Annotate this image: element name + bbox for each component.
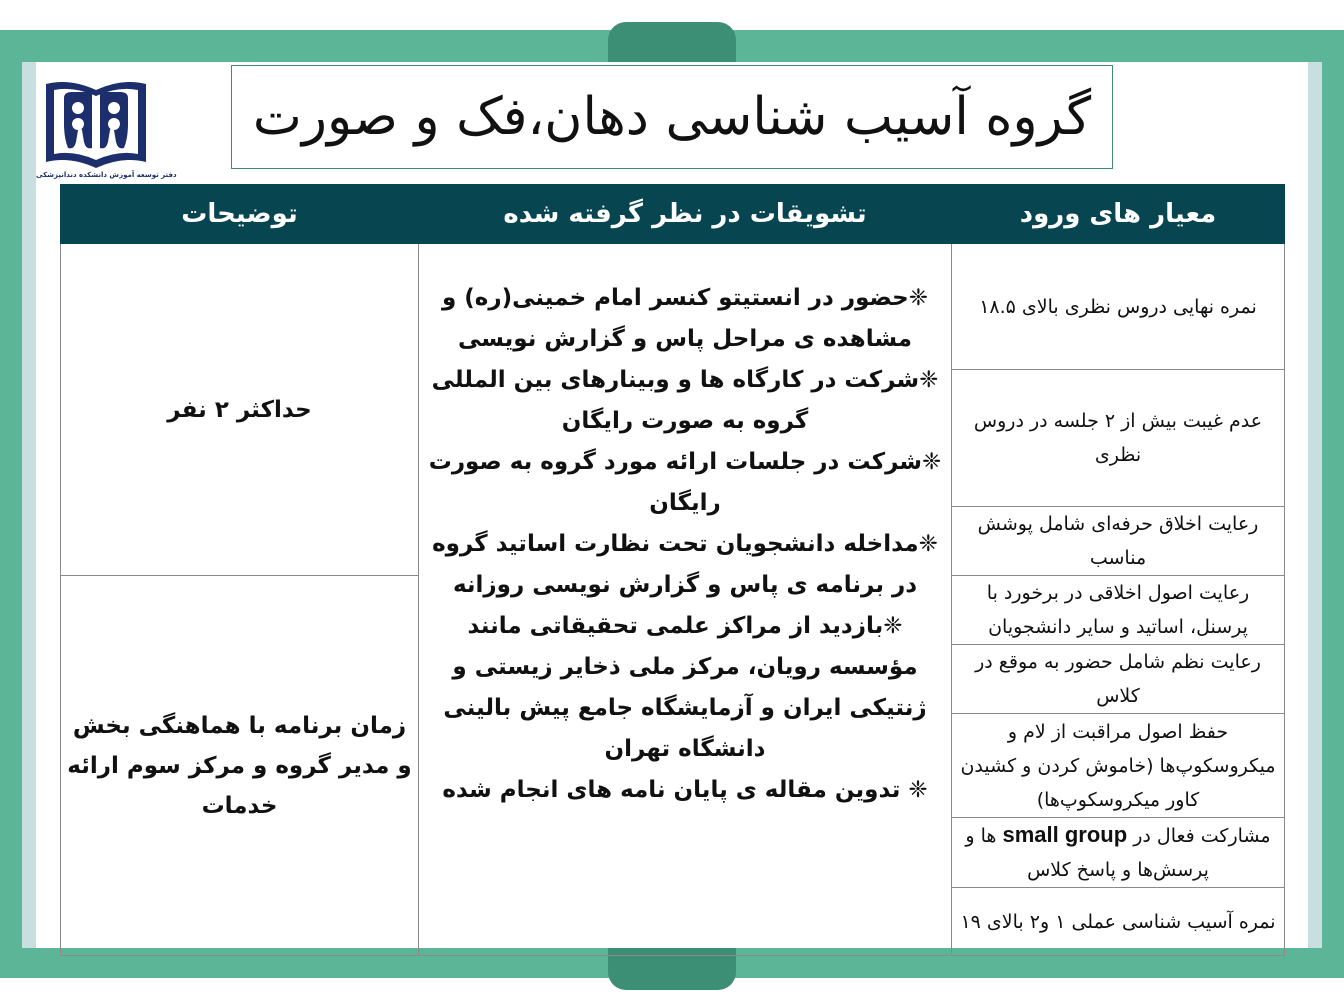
incentive-item: ❈شرکت در جلسات ارائه مورد گروه به صورت رایگان bbox=[428, 449, 942, 516]
criterion-text: حفظ اصول مراقبت از لام و میکروسکوپ‌ها (خاموش کردن و کشیدن کاور میکروسکوپ‌ها) bbox=[960, 720, 1276, 811]
frame-top-tab bbox=[608, 22, 736, 64]
incentive-item: ❈حضور در انستیتو کنسر امام خمینی(ره) و مشاهده ی مراحل پاس و گزارش نویسی bbox=[441, 285, 929, 352]
note-cell bbox=[61, 576, 419, 956]
criterion-text: رعایت اخلاق حرفه‌ای شامل پوشش مناسب bbox=[977, 513, 1259, 569]
page-title: گروه آسیب شناسی دهان،فک و صورت bbox=[252, 87, 1092, 147]
criterion-cell bbox=[952, 576, 1285, 645]
table-header-row bbox=[61, 185, 1285, 244]
criterion-text: عدم غیبت بیش از ۲ جلسه در دروس نظری bbox=[973, 410, 1263, 466]
criterion-cell bbox=[952, 818, 1285, 888]
criterion-cell bbox=[952, 370, 1285, 507]
criterion-latin-text: small group bbox=[1002, 822, 1128, 847]
criterion-text: نمره نهایی دروس نظری بالای ۱۸.۵ bbox=[979, 295, 1257, 318]
title-box bbox=[231, 65, 1113, 169]
note-cell bbox=[61, 244, 419, 576]
incentive-item: ❈مداخله دانشجویان تحت نظارت اساتید گروه در برنامه ی پاس و گزارش نویسی روزانه bbox=[432, 531, 938, 598]
criterion-text: رعایت اصول اخلاقی در برخورد با پرسنل، اساتید و سایر دانشجویان bbox=[986, 582, 1250, 638]
criterion-text: نمره آسیب شناسی عملی ۱ و۲ بالای ۱۹ bbox=[960, 910, 1276, 933]
criterion-cell bbox=[952, 714, 1285, 818]
table-row bbox=[61, 244, 1285, 370]
criterion-cell bbox=[952, 507, 1285, 576]
criterion-cell bbox=[952, 244, 1285, 370]
incentive-item: ❈بازدید از مراکز علمی تحقیقاتی مانند مؤسسه رویان، مرکز ملی ذخایر زیستی و ژنتیکی ایران و آزمایشگاه جامع پیش بالینی دانشگاه تهران bbox=[443, 613, 927, 762]
logo-caption: دفتر توسعه آموزش دانشکده دندانپزشکی bbox=[36, 171, 177, 179]
entry-criteria-table bbox=[60, 184, 1285, 956]
criterion-text: ها و پرسش‌ها و پاسخ کلاس bbox=[965, 825, 1209, 881]
header-notes: توضیحات bbox=[61, 185, 419, 244]
criterion-text: رعایت نظم شامل حضور به موقع در کلاس bbox=[975, 651, 1261, 707]
incentives-cell bbox=[419, 244, 952, 956]
note-text: زمان برنامه با هماهنگی بخش و مدیر گروه و مرکز سوم ارائه خدمات bbox=[67, 712, 412, 819]
header-criteria: معیار های ورود bbox=[952, 185, 1285, 244]
criterion-cell bbox=[952, 645, 1285, 714]
note-text: حداکثر ۲ نفر bbox=[167, 396, 312, 423]
incentive-item: ❈شرکت در کارگاه ها و وبینارهای بین المللی گروه به صورت رایگان bbox=[431, 367, 939, 434]
frame-left-accent bbox=[22, 62, 36, 948]
frame-right-accent bbox=[1308, 62, 1322, 948]
criterion-cell bbox=[952, 888, 1285, 956]
criterion-text: مشارکت فعال در bbox=[1133, 825, 1271, 847]
faculty-logo-icon bbox=[40, 64, 152, 186]
incentive-item: ❈ تدوین مقاله ی پایان نامه های انجام شده bbox=[442, 777, 928, 803]
header-incentives: تشویقات در نظر گرفته شده bbox=[419, 185, 952, 244]
